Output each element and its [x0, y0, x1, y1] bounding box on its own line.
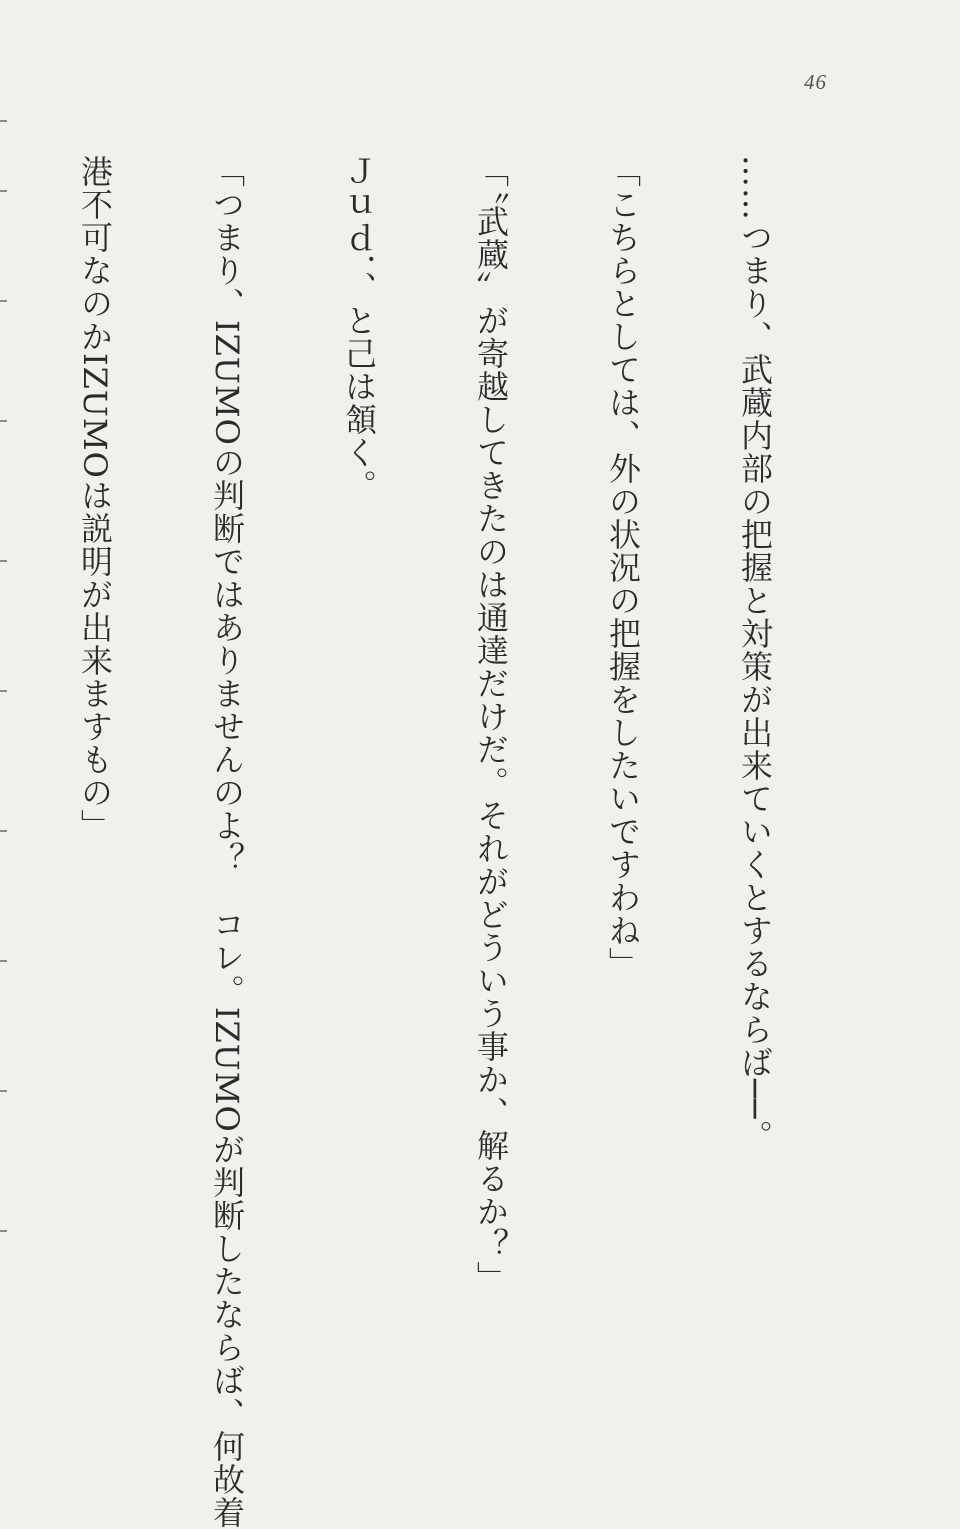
- text-line: 「こちらとしては、外の状況の把握をしたいですわね」: [604, 155, 642, 980]
- page-number: 46: [804, 70, 827, 94]
- text-line: ……つまり、武蔵内部の把握と対策が出来ていくとするならば──。: [736, 155, 774, 1153]
- vertical-text-body: [76, 155, 865, 1529]
- text-line: 港不可なのかIZUMOは説明が出来ますもの」: [76, 155, 114, 842]
- text-line: Ｊｕｄ．、と己は頷く。: [340, 155, 378, 502]
- text-line: 「〝武蔵〟が寄越してきたのは通達だけだ。それがどういう事か、解るか？」: [472, 155, 510, 1294]
- text-line: 「つまり、IZUMOの判断ではありませんのよ？ コレ。IZUMOが判断したならば、何故着: [208, 155, 246, 1529]
